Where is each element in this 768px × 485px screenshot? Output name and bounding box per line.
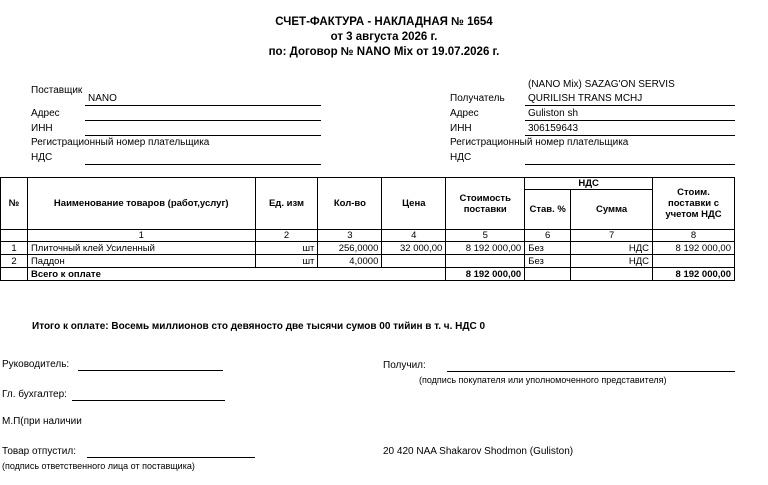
recipient-address-line: [525, 120, 735, 121]
total-in-words: Итого к оплате: Восемь миллионов сто девяносто две тысячи сумов 00 тийин в т. ч. НДС 0: [32, 321, 486, 332]
document-title: СЧЕТ-ФАКТУРА - НАКЛАДНАЯ № 1654: [275, 16, 493, 28]
col-number: 4: [382, 230, 446, 242]
document-date: от 3 августа 2026 г.: [330, 31, 438, 43]
col-number: 5: [446, 230, 525, 242]
total-cost: 8 192 000,00: [446, 268, 525, 281]
recipient-label: Получатель: [450, 93, 505, 104]
recipient-line: [525, 105, 735, 106]
supplier-value: NANO: [88, 93, 117, 104]
col-header-vat: НДС: [525, 178, 653, 190]
row-unit: шт: [255, 242, 318, 255]
accountant-signature-label: Гл. бухгалтер:: [2, 389, 67, 400]
row-cost: 8 192 000,00: [446, 242, 525, 255]
col-header-name: Наименование товаров (работ,услуг): [27, 178, 255, 230]
row-price: 32 000,00: [382, 242, 446, 255]
document-contract: по: Договор № NANO Mix от 19.07.2026 г.: [268, 46, 500, 58]
column-number-row: [1, 230, 735, 242]
col-header-vat-rate: Став. %: [525, 190, 571, 230]
sales-agent: 20 420 NAA Shakarov Shodmon (Guliston): [383, 446, 574, 457]
row-vat-rate: Без: [525, 255, 571, 268]
row-total: 8 192 000,00: [653, 242, 735, 255]
row-vat-sum: НДС: [571, 242, 653, 255]
col-header-unit: Ед. изм: [255, 178, 318, 230]
head-signature-line: [78, 370, 223, 371]
col-header-total: Стоим. поставки с учетом НДС: [653, 178, 735, 230]
col-header-num: №: [1, 178, 28, 230]
col-number: 2: [255, 230, 318, 242]
invoice-table: [0, 177, 735, 281]
row-num: 1: [1, 242, 28, 255]
col-number: 6: [525, 230, 571, 242]
released-signature-line: [87, 457, 255, 458]
supplier-line: [85, 105, 321, 106]
seal-label: М.П(при наличии: [2, 416, 82, 427]
supplier-inn-line: [85, 135, 321, 136]
released-signature-label: Товар отпустил:: [2, 446, 76, 457]
recipient-reg-label: Регистрационный номер плательщика: [450, 137, 629, 148]
row-price: [382, 255, 446, 268]
row-cost: [446, 255, 525, 268]
row-vat-rate: Без: [525, 242, 571, 255]
supplier-reg-label: Регистрационный номер плательщика: [31, 137, 210, 148]
received-note: (подпись покупателя или уполномоченного представителя): [419, 375, 667, 385]
released-note: (подпись ответственного лица от поставщика): [2, 461, 195, 471]
col-header-qty: Кол-во: [318, 178, 382, 230]
row-qty: 256,0000: [318, 242, 382, 255]
received-signature-label: Получил:: [383, 360, 426, 371]
col-header-cost: Стоимость поставки: [446, 178, 525, 230]
total-sum: 8 192 000,00: [653, 268, 735, 281]
head-signature-label: Руководитель:: [2, 359, 70, 370]
table-row: [1, 242, 735, 255]
col-header-price: Цена: [382, 178, 446, 230]
recipient-inn-value: 306159643: [528, 123, 579, 134]
supplier-address-line: [85, 120, 321, 121]
recipient-inn-label: ИНН: [450, 123, 472, 134]
supplier-vat-label: НДС: [31, 152, 53, 163]
row-qty: 4,0000: [318, 255, 382, 268]
row-unit: шт: [255, 255, 318, 268]
supplier-label: Поставщик: [31, 85, 83, 96]
recipient-name-top: (NANO Mix) SAZAG'ON SERVIS: [528, 79, 675, 90]
col-number: 3: [318, 230, 382, 242]
row-num: 2: [1, 255, 28, 268]
supplier-vat-line: [85, 164, 321, 165]
col-number: 1: [27, 230, 255, 242]
recipient-vat-label: НДС: [450, 152, 472, 163]
accountant-signature-line: [72, 400, 225, 401]
recipient-value: QURILISH TRANS MCHJ: [528, 93, 643, 104]
recipient-address-value: Guliston sh: [528, 108, 579, 119]
supplier-inn-label: ИНН: [31, 123, 53, 134]
recipient-inn-line: [525, 135, 735, 136]
col-number: 7: [571, 230, 653, 242]
row-name: Паддон: [27, 255, 255, 268]
col-header-vat-sum: Сумма: [571, 190, 653, 230]
recipient-address-label: Адрес: [450, 108, 479, 119]
recipient-vat-line: [525, 164, 735, 165]
supplier-address-label: Адрес: [31, 108, 60, 119]
row-name: Плиточный клей Усиленный: [27, 242, 255, 255]
total-label: Всего к оплате: [27, 268, 445, 281]
col-number: 8: [653, 230, 735, 242]
received-signature-line: [447, 371, 735, 372]
table-row: [1, 255, 735, 268]
total-row: [1, 268, 735, 281]
row-vat-sum: НДС: [571, 255, 653, 268]
row-total: [653, 255, 735, 268]
